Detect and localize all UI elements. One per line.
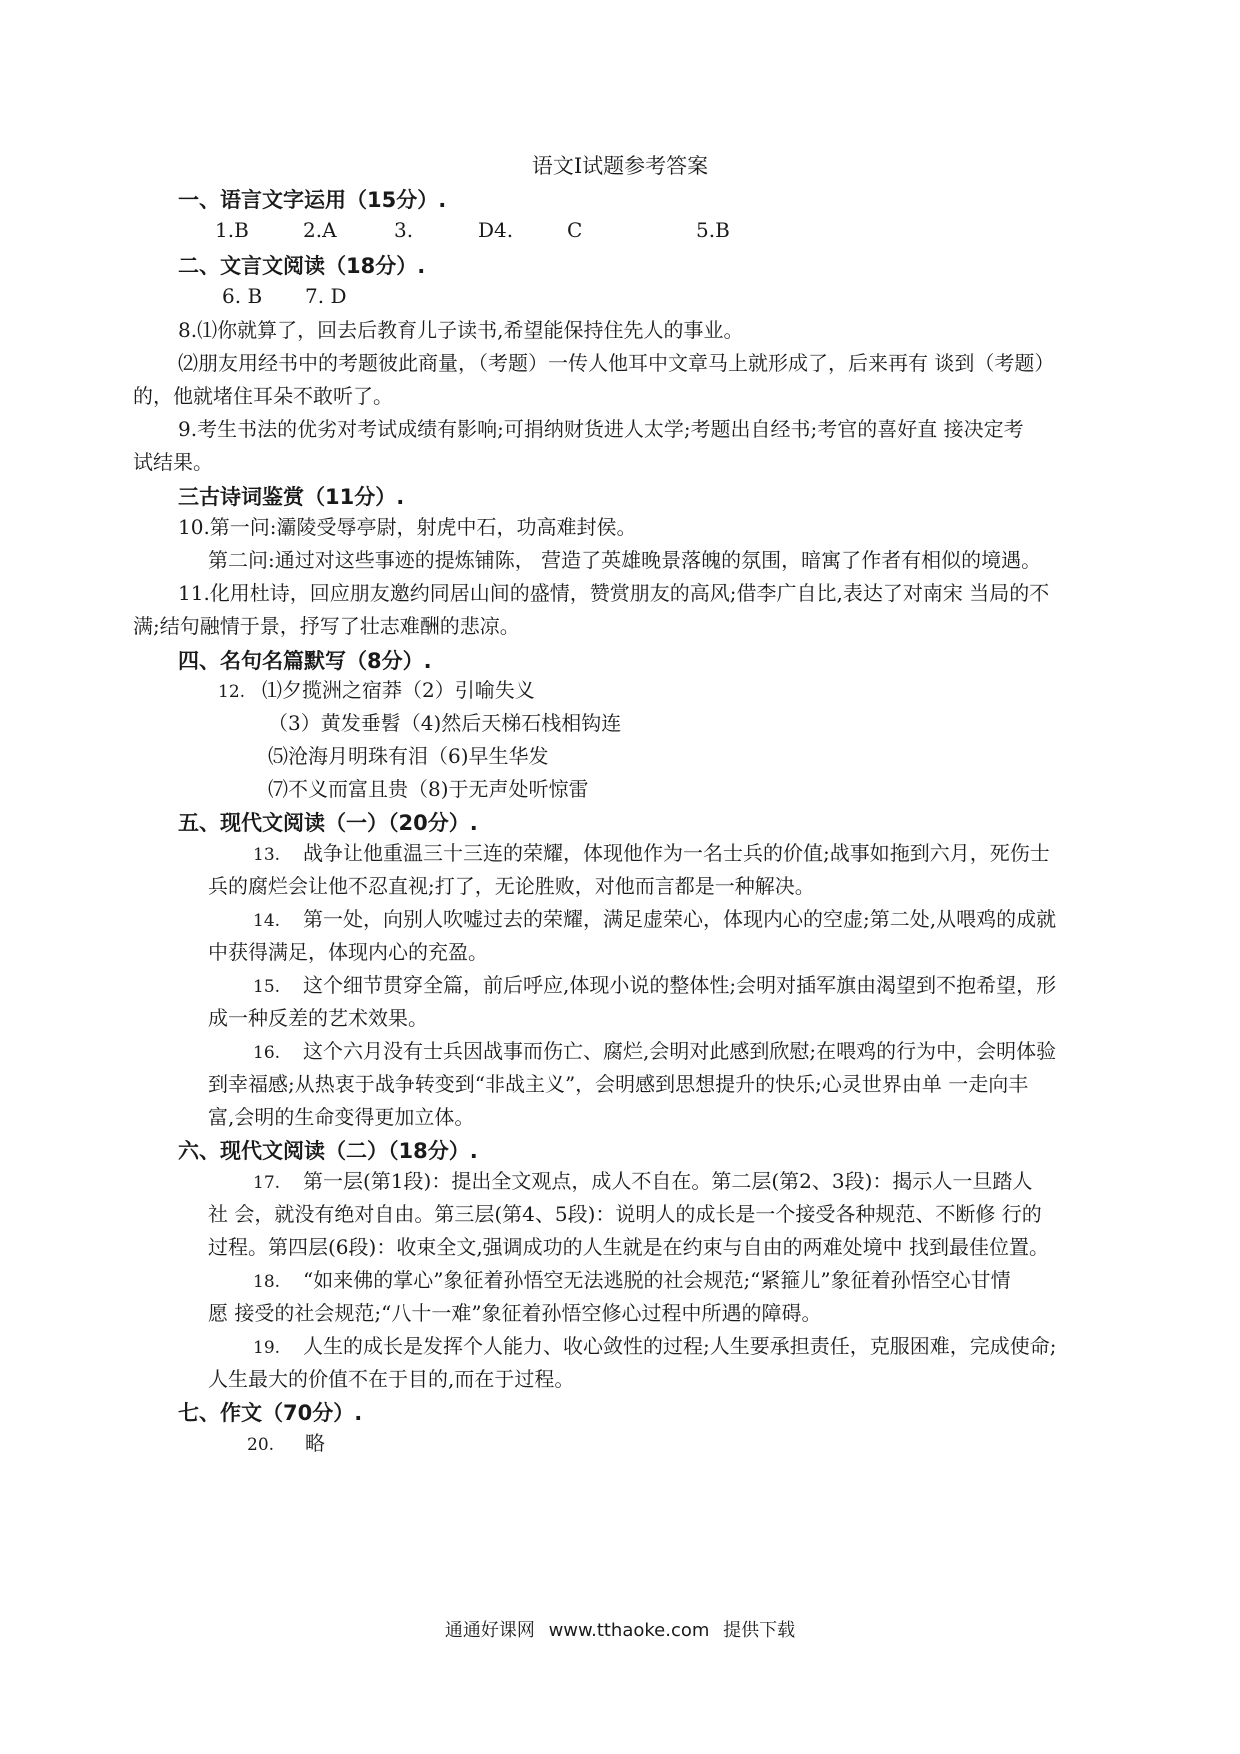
answer-12-line-1: ⑴夕揽洲之宿莽（2）引喻失义	[262, 678, 535, 702]
section-heading-3: 三古诗词鉴赏（11分）.	[178, 485, 405, 509]
answer-8-line-3: 的，他就堵住耳朵不敢听了。	[133, 384, 393, 408]
answer-5: 5.B	[696, 218, 730, 242]
answer-7: 7. D	[305, 284, 347, 308]
answer-10-line-2: 第二问:通过对这些事迹的提炼铺陈， 营造了英雄晚景落魄的氛围，暗寓了作者有相似的境遇。	[208, 548, 1042, 572]
answer-3-value: D4.	[478, 218, 514, 242]
answer-17-line-1: 第一层(第1段)：提出全文观点，成人不自在。第二层(第2、3段)：揭示人一旦踏人	[303, 1169, 1033, 1193]
page-title: 语文Ⅰ试题参考答案	[531, 154, 709, 178]
answer-13-line-2: 兵的腐烂会让他不忍直视;打了，无论胜败，对他而言都是一种解决。	[208, 874, 815, 898]
answer-16-number: 16.	[253, 1043, 281, 1063]
answer-19-number: 19.	[253, 1338, 281, 1358]
answer-17-line-3: 过程。第四层(6段)：收束全文,强调成功的人生就是在约束与自由的两难处境中 找到最佳位置。	[208, 1235, 1050, 1259]
answer-11-line-2: 满;结句融情于景，抒写了壮志难酬的悲凉。	[133, 614, 520, 638]
page-footer	[0, 1616, 1240, 1642]
answer-20-line-1: 略	[305, 1431, 325, 1455]
section-heading-5: 五、现代文阅读（一）（20分）.	[178, 811, 478, 835]
answer-12-number: 12.	[218, 682, 246, 702]
answer-11-line-1: 11.化用杜诗，回应朋友邀约同居山间的盛情，赞赏朋友的高风;借李广自比,表达了对南宋 当局的不	[178, 581, 1050, 605]
answer-10-line-1: 10.第一问:灞陵受辱亭尉，射虎中石，功高难封侯。	[178, 515, 637, 539]
answer-15-line-2: 成一种反差的艺术效果。	[208, 1006, 428, 1030]
answer-18-line-1: “如来佛的掌心”象征着孙悟空无法逃脱的社会规范;“紧箍儿”象征着孙悟空心甘情	[303, 1268, 1011, 1292]
answer-8-line-2: ⑵朋友用经书中的考题彼此商量，（考题）一传人他耳中文章马上就形成了，后来再有 谈到（考题）	[178, 351, 1055, 375]
answer-14-line-2: 中获得满足，体现内心的充盈。	[208, 940, 488, 964]
answer-12-line-3: ⑸沧海月明珠有泪（6)早生华发	[268, 744, 549, 768]
answer-15-line-1: 这个细节贯穿全篇，前后呼应,体现小说的整体性;会明对插军旗由渴望到不抱希望，形	[303, 973, 1057, 997]
answer-9-line-1: 9.考生书法的优劣对考试成绩有影响;可捐纳财货进人太学;考题出自经书;考官的喜好直 接决定考	[178, 417, 1024, 441]
answer-20-number: 20.	[247, 1435, 275, 1455]
answer-2: 2.A	[303, 218, 337, 242]
footer-url: www.tthaoke.com	[548, 1620, 710, 1641]
answer-18-line-2: 愿 接受的社会规范;“八十一难”象征着孙悟空修心过程中所遇的障碍。	[208, 1301, 822, 1325]
answer-18-number: 18.	[253, 1272, 281, 1292]
answer-4: C	[567, 218, 583, 242]
footer-site-name: 通通好课网	[444, 1620, 535, 1641]
answer-19-line-2: 人生最大的价值不在于目的,而在于过程。	[208, 1367, 575, 1391]
answer-13-line-1: 战争让他重温三十三连的荣耀，体现他作为一名士兵的价值;战事如拖到六月，死伤士	[303, 841, 1050, 865]
answer-17-number: 17.	[253, 1173, 281, 1193]
answer-8-line-1: 8.⑴你就算了，回去后教育儿子读书,希望能保持住先人的事业。	[178, 318, 744, 342]
answer-19-line-1: 人生的成长是发挥个人能力、收心敛性的过程;人生要承担责任，克服困难，完成使命;	[303, 1334, 1057, 1358]
answer-12-line-2: （3）黄发垂髫（4)然后天梯石栈相钩连	[268, 711, 622, 735]
answer-16-line-3: 富,会明的生命变得更加立体。	[208, 1105, 475, 1129]
answer-3: 3.	[394, 218, 414, 242]
answer-14-number: 14.	[253, 911, 281, 931]
answer-17-line-2: 社 会，就没有绝对自由。第三层(第4、5段)：说明人的成长是一个接受各种规范、不断修 行的	[208, 1202, 1042, 1226]
answer-9-line-2: 试结果。	[133, 450, 213, 474]
section-heading-7: 七、作文（70分）.	[178, 1401, 363, 1425]
footer-note: 提供下载	[723, 1620, 796, 1641]
answer-12-line-4: ⑺不义而富且贵（8)于无声处听惊雷	[268, 777, 589, 801]
answer-1: 1.B	[215, 218, 249, 242]
answer-16-line-2: 到幸福感;从热衷于战争转变到“非战主义”，会明感到思想提升的快乐;心灵世界由单 一走向丰	[208, 1072, 1029, 1096]
answer-13-number: 13.	[253, 845, 281, 865]
answer-14-line-1: 第一处，向别人吹嘘过去的荣耀，满足虚荣心，体现内心的空虚;第二处,从喂鸡的成就	[303, 907, 1057, 931]
section-heading-4: 四、名句名篇默写（8分）.	[178, 649, 432, 673]
section-heading-1: 一、语言文字运用（15分）.	[178, 188, 447, 212]
answer-6: 6. B	[222, 284, 263, 308]
section-heading-6: 六、现代文阅读（二）（18分）.	[178, 1139, 478, 1163]
answer-15-number: 15.	[253, 977, 281, 997]
answer-16-line-1: 这个六月没有士兵因战事而伤亡、腐烂,会明对此感到欣慰;在喂鸡的行为中，会明体验	[303, 1039, 1057, 1063]
section-heading-2: 二、文言文阅读（18分）.	[178, 254, 426, 278]
